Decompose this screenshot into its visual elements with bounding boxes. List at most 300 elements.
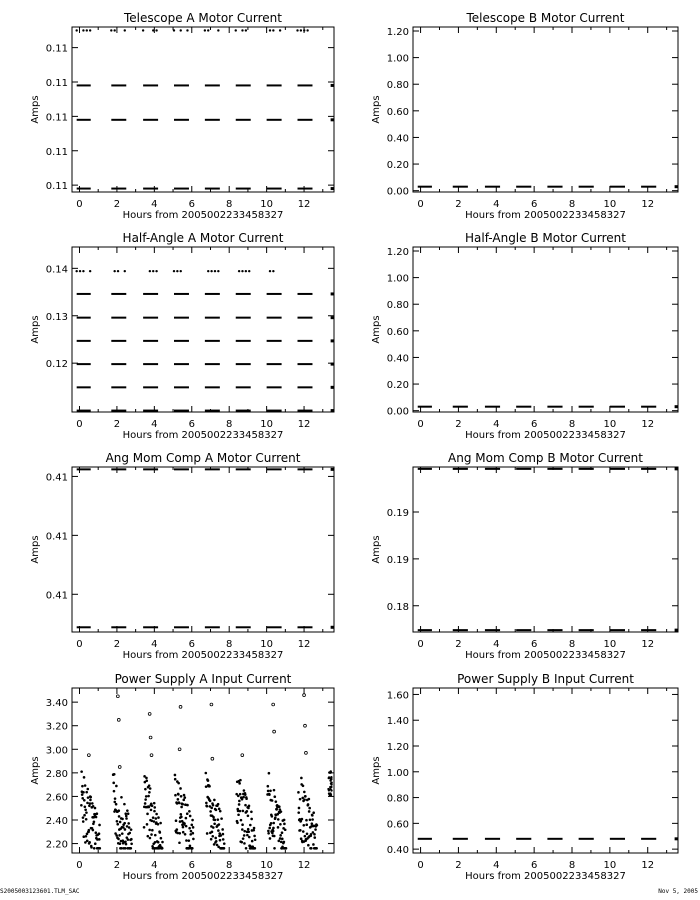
data-point (218, 808, 221, 811)
data-point (303, 798, 306, 801)
data-point (112, 782, 115, 785)
data-point (328, 789, 330, 791)
data-point (221, 828, 224, 831)
data-point (278, 805, 281, 808)
chart-8 (371, 672, 678, 882)
data-point (304, 724, 307, 727)
x-tick-label: 10 (603, 419, 617, 430)
x-tick-label: 8 (568, 860, 576, 871)
data-point (94, 831, 97, 834)
data-point (125, 815, 128, 818)
data-point (206, 805, 209, 808)
x-tick-label: 10 (603, 860, 617, 871)
data-point (153, 802, 156, 805)
y-tick-label: 1.20 (386, 26, 409, 38)
data-point (116, 823, 119, 826)
y-tick-label: 0.19 (386, 508, 409, 519)
data-point (675, 837, 678, 840)
data-point (267, 785, 270, 788)
x-tick-label: 0 (76, 199, 83, 210)
y-tick-label: 0.40 (386, 353, 409, 365)
x-tick-label: 10 (260, 860, 273, 871)
data-point (161, 847, 164, 850)
data-point (118, 766, 121, 769)
data-point (244, 793, 247, 796)
data-point (80, 804, 83, 807)
data-point (191, 819, 194, 822)
data-point (161, 841, 164, 844)
y-axis-label: Amps (371, 535, 382, 564)
data-point (174, 794, 177, 797)
chart-1 (30, 11, 334, 221)
data-point (98, 838, 101, 841)
data-point (243, 834, 246, 837)
data-point (268, 793, 271, 796)
data-point (148, 806, 151, 809)
data-point (124, 812, 127, 815)
data-point (217, 803, 220, 806)
data-point (180, 795, 183, 798)
data-point (178, 841, 181, 844)
data-point (204, 29, 206, 31)
data-point (331, 339, 334, 342)
data-point (274, 816, 277, 819)
data-point (238, 800, 241, 803)
data-point (303, 694, 306, 697)
data-point (117, 718, 120, 721)
y-tick-label: 3.00 (45, 745, 68, 757)
data-point (174, 774, 177, 777)
data-point (236, 821, 239, 824)
x-tick-label: 10 (260, 639, 273, 650)
data-point (212, 804, 215, 807)
x-tick-label: 4 (493, 199, 500, 210)
data-point (275, 808, 278, 811)
data-point (86, 839, 89, 842)
plot-frame (413, 27, 678, 192)
data-point (82, 29, 84, 31)
x-tick-label: 8 (226, 860, 233, 871)
x-tick-label: 4 (151, 199, 158, 210)
data-point (241, 823, 244, 826)
x-tick-label: 12 (297, 639, 311, 650)
x-tick-label: 8 (568, 419, 576, 430)
data-point (277, 826, 280, 829)
data-point (206, 832, 209, 835)
data-point (149, 787, 152, 790)
data-point (178, 802, 181, 805)
y-tick-label: 0.80 (386, 793, 409, 805)
data-point (210, 703, 213, 706)
y-tick-label: 2.40 (45, 816, 68, 827)
data-point (148, 791, 151, 794)
data-point (239, 793, 242, 796)
y-tick-label: 1.00 (386, 273, 409, 285)
plot-frame (413, 688, 678, 853)
data-point (144, 802, 147, 805)
data-point (222, 833, 225, 836)
x-tick-label: 0 (417, 199, 424, 210)
y-tick-label: 1.60 (386, 690, 409, 702)
y-tick-label: 0.11 (45, 43, 68, 55)
x-tick-label: 2 (455, 199, 462, 210)
data-point (127, 822, 130, 825)
data-point (181, 803, 184, 806)
data-point (285, 847, 288, 850)
data-point (151, 829, 154, 832)
data-point (153, 820, 156, 823)
x-tick-label: 2 (455, 860, 462, 871)
data-point (157, 841, 160, 844)
data-point (208, 785, 211, 788)
y-tick-label: 0.40 (386, 133, 409, 145)
data-point (145, 795, 148, 798)
data-point (95, 816, 98, 819)
data-point (119, 842, 122, 845)
data-point (178, 748, 181, 751)
data-point (189, 815, 192, 818)
chart-title: Telescope B Motor Current (466, 11, 625, 25)
data-point (88, 804, 91, 807)
y-tick-label: 0.14 (45, 264, 68, 276)
data-point (272, 29, 274, 31)
data-point (207, 779, 210, 782)
chart-5 (30, 451, 334, 661)
data-point (273, 730, 276, 733)
data-point (249, 824, 252, 827)
data-point (145, 777, 148, 780)
x-tick-label: 2 (113, 860, 121, 871)
data-point (331, 626, 334, 629)
data-point (94, 807, 97, 810)
data-point (75, 270, 77, 272)
data-point (113, 801, 116, 804)
data-point (123, 803, 126, 806)
data-point (178, 832, 181, 835)
data-point (85, 791, 88, 794)
chart-title: Ang Mom Comp B Motor Current (448, 451, 643, 465)
data-point (214, 819, 217, 822)
data-point (155, 813, 158, 816)
data-point (86, 788, 89, 791)
data-point (219, 839, 222, 842)
data-point (86, 802, 89, 805)
data-point (297, 811, 300, 814)
data-point (314, 828, 317, 831)
y-tick-label: 0.11 (45, 112, 68, 124)
data-point (83, 814, 86, 817)
data-point (155, 817, 158, 820)
data-point (331, 118, 334, 121)
data-point (246, 810, 249, 813)
data-point (92, 829, 95, 832)
data-point (113, 270, 115, 272)
y-tick-label: 0.60 (386, 326, 409, 338)
data-point (174, 778, 177, 781)
data-point (675, 629, 678, 632)
data-point (155, 270, 157, 272)
data-point (280, 810, 283, 813)
data-point (219, 834, 222, 837)
x-tick-label: 8 (226, 419, 233, 430)
data-point (146, 813, 149, 816)
data-point (331, 386, 334, 389)
data-point (305, 751, 308, 754)
data-point (155, 29, 157, 31)
data-point (308, 807, 311, 810)
y-tick-label: 0.18 (386, 601, 409, 613)
data-point (213, 822, 216, 825)
x-axis-label: Hours from 2005002233458327 (122, 430, 284, 441)
x-tick-label: 4 (151, 419, 158, 430)
data-point (99, 847, 102, 850)
x-tick-label: 4 (151, 860, 158, 871)
data-point (212, 816, 215, 819)
data-point (300, 837, 303, 840)
data-point (184, 833, 187, 836)
y-tick-label: 0.00 (386, 186, 409, 198)
data-point (130, 828, 133, 831)
data-point (242, 810, 245, 813)
data-point (87, 754, 90, 757)
data-point (93, 847, 96, 850)
data-point (309, 818, 312, 821)
data-point (84, 808, 87, 811)
chart-3 (30, 231, 334, 441)
x-tick-label: 12 (641, 199, 655, 210)
data-point (312, 811, 315, 814)
data-point (185, 839, 188, 842)
data-point (330, 786, 332, 788)
y-axis-label: Amps (30, 535, 41, 564)
x-tick-label: 2 (113, 199, 121, 210)
data-point (128, 826, 131, 829)
data-point (217, 829, 220, 832)
data-point (85, 818, 88, 821)
data-point (146, 823, 149, 826)
data-point (88, 841, 91, 844)
data-point (120, 796, 123, 799)
x-axis-label: Hours from 2005002233458327 (465, 650, 626, 661)
data-point (183, 794, 186, 797)
data-point (115, 834, 118, 837)
data-point (190, 824, 193, 827)
data-point (98, 832, 101, 835)
y-tick-label: 1.00 (386, 53, 409, 65)
y-axis-label: Amps (371, 756, 382, 785)
y-tick-label: 0.40 (386, 845, 409, 857)
data-point (184, 796, 187, 799)
x-tick-label: 6 (530, 860, 538, 871)
data-point (269, 270, 271, 272)
data-point (250, 811, 253, 814)
data-point (149, 736, 152, 739)
data-point (279, 834, 282, 837)
data-point (151, 804, 154, 807)
y-tick-label: 0.41 (45, 590, 68, 602)
data-point (235, 29, 237, 31)
data-point (273, 847, 276, 850)
data-point (297, 791, 300, 794)
x-tick-label: 6 (530, 419, 538, 430)
data-point (146, 835, 149, 838)
data-point (331, 84, 334, 87)
data-point (148, 829, 151, 832)
y-tick-label: 2.20 (45, 839, 68, 851)
data-point (312, 843, 315, 846)
data-point (330, 782, 332, 784)
data-point (192, 832, 195, 835)
data-point (243, 842, 246, 845)
x-tick-label: 6 (188, 639, 195, 650)
data-point (115, 785, 118, 788)
data-point (283, 823, 286, 826)
data-point (254, 838, 257, 841)
data-point (182, 831, 185, 834)
data-point (241, 29, 243, 31)
y-tick-label: 0.00 (386, 406, 409, 418)
y-tick-label: 0.60 (386, 819, 409, 831)
data-point (96, 812, 99, 815)
data-point (152, 270, 154, 272)
data-point (275, 800, 278, 803)
data-point (83, 799, 86, 802)
data-point (245, 270, 247, 272)
data-point (180, 806, 183, 809)
data-point (251, 840, 254, 843)
data-point (238, 782, 241, 785)
data-point (301, 797, 304, 800)
data-point (89, 29, 91, 31)
data-point (124, 270, 126, 272)
data-point (153, 810, 156, 813)
data-point (180, 813, 183, 816)
data-point (157, 823, 160, 826)
data-point (121, 832, 124, 835)
data-point (128, 832, 131, 835)
data-point (205, 785, 208, 788)
x-tick-label: 6 (188, 860, 195, 871)
data-point (273, 789, 276, 792)
y-tick-label: 0.20 (386, 380, 409, 392)
data-point (150, 754, 153, 757)
data-point (241, 828, 244, 831)
data-point (152, 29, 154, 31)
data-point (85, 811, 88, 814)
data-point (273, 835, 276, 838)
data-point (250, 818, 253, 821)
y-tick-label: 1.40 (386, 716, 409, 728)
data-point (117, 270, 119, 272)
data-point (152, 816, 155, 819)
chart-6 (371, 451, 678, 661)
data-point (211, 831, 214, 834)
data-point (117, 809, 120, 812)
y-axis-label: Amps (30, 95, 41, 124)
data-point (173, 270, 175, 272)
x-tick-label: 2 (113, 419, 121, 430)
data-point (269, 837, 272, 840)
y-tick-label: 0.13 (45, 311, 68, 323)
data-point (147, 795, 150, 798)
x-tick-label: 8 (226, 639, 233, 650)
data-point (271, 815, 274, 818)
data-point (149, 837, 152, 840)
x-tick-label: 0 (417, 639, 424, 650)
y-axis-label: Amps (30, 315, 41, 344)
data-point (188, 839, 191, 842)
data-point (86, 29, 88, 31)
data-point (205, 772, 208, 775)
data-point (240, 819, 243, 822)
x-tick-label: 6 (530, 639, 538, 650)
y-tick-label: 0.11 (45, 146, 68, 158)
data-point (331, 316, 334, 319)
x-tick-label: 2 (455, 639, 462, 650)
data-point (217, 270, 219, 272)
footer-date: Nov 5, 2005 (658, 888, 698, 895)
data-point (284, 828, 287, 831)
x-tick-label: 10 (260, 199, 273, 210)
y-tick-label: 0.60 (386, 106, 409, 118)
data-point (124, 847, 127, 850)
data-point (219, 810, 222, 813)
x-tick-label: 0 (76, 860, 83, 871)
data-point (84, 805, 87, 808)
data-point (185, 825, 188, 828)
data-point (89, 796, 92, 799)
chart-7 (30, 672, 334, 882)
data-point (121, 818, 124, 821)
data-point (209, 800, 212, 803)
data-point (117, 838, 120, 841)
data-point (308, 810, 311, 813)
data-point (223, 842, 226, 845)
x-tick-label: 4 (493, 639, 500, 650)
data-point (315, 847, 318, 850)
data-point (83, 776, 86, 779)
data-point (245, 29, 247, 31)
data-point (302, 824, 305, 827)
x-tick-label: 2 (113, 639, 121, 650)
data-point (210, 807, 213, 810)
x-axis-label: Hours from 2005002233458327 (465, 871, 626, 882)
chart-title: Power Supply A Input Current (114, 672, 292, 686)
data-point (183, 822, 186, 825)
data-point (177, 782, 180, 785)
data-point (271, 799, 274, 802)
data-point (217, 29, 219, 31)
data-point (242, 837, 245, 840)
data-point (143, 826, 146, 829)
data-point (220, 817, 223, 820)
data-point (239, 779, 242, 782)
y-tick-label: 3.40 (45, 698, 68, 710)
data-point (279, 823, 282, 826)
data-point (188, 810, 191, 813)
data-point (269, 790, 272, 793)
data-point (238, 270, 240, 272)
chart-title: Half-Angle B Motor Current (465, 231, 626, 245)
data-point (242, 796, 245, 799)
x-tick-label: 8 (568, 199, 576, 210)
y-tick-label: 0.11 (45, 78, 68, 89)
data-point (148, 713, 151, 716)
plot-frame (413, 247, 678, 412)
data-point (331, 468, 334, 471)
data-point (179, 705, 182, 708)
data-point (307, 844, 310, 847)
